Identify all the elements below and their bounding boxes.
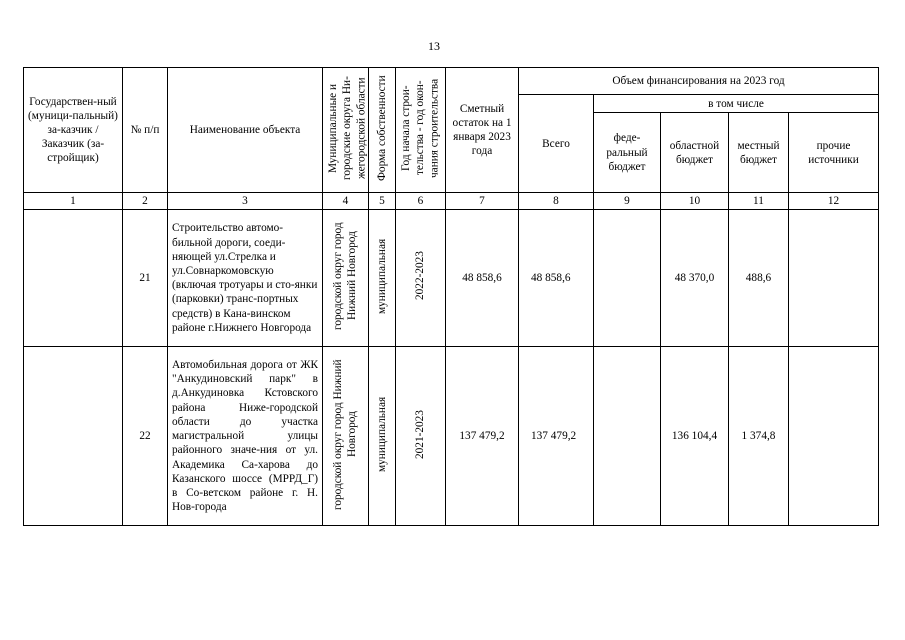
row-local: 1 374,8	[729, 347, 789, 526]
header-other: прочие источники	[789, 113, 879, 193]
header-financing-title: Объем финансирования на 2023 год	[519, 68, 879, 95]
row-ownership-cell	[369, 347, 396, 526]
table-row	[24, 347, 879, 526]
row-estimated-balance: 137 479,2	[446, 347, 519, 526]
header-municipality-cell	[323, 68, 369, 193]
column-numbers-row	[24, 193, 879, 210]
column-number: 6	[396, 193, 446, 210]
row-total: 48 858,6	[519, 210, 594, 347]
header-local: местный бюджет	[729, 113, 789, 193]
row-customer	[24, 210, 123, 347]
header-customer: Государствен-ный (муници-пальный) за-казчик / Заказчик (за-стройщик)	[24, 68, 123, 193]
column-number: 8	[519, 193, 594, 210]
header-including: в том числе	[594, 95, 879, 113]
table-row	[24, 210, 879, 347]
header-municipality: Муниципальные и городские округа Ни-жегородской области	[327, 76, 368, 180]
row-num: 21	[123, 210, 168, 347]
header-total: Всего	[519, 95, 594, 193]
column-number: 9	[594, 193, 661, 210]
row-regional: 136 104,4	[661, 347, 729, 526]
row-ownership-cell	[369, 210, 396, 347]
column-number: 11	[729, 193, 789, 210]
row-municipality-cell	[323, 210, 369, 347]
header-object-name: Наименование объекта	[168, 68, 323, 193]
header-regional: областной бюджет	[661, 113, 729, 193]
column-number: 5	[369, 193, 396, 210]
financing-table	[23, 67, 879, 526]
column-number: 12	[789, 193, 879, 210]
header-estimated-balance: Сметный остаток на 1 января 2023 года	[446, 68, 519, 193]
row-years: 2022-2023	[414, 251, 427, 301]
column-number: 4	[323, 193, 369, 210]
row-years-cell	[396, 210, 446, 347]
row-years: 2021-2023	[414, 409, 427, 459]
column-number: 7	[446, 193, 519, 210]
header-years-cell	[396, 68, 446, 193]
row-municipality-cell	[323, 347, 369, 526]
row-other	[789, 210, 879, 347]
row-years-cell	[396, 347, 446, 526]
row-customer	[24, 347, 123, 526]
column-number: 2	[123, 193, 168, 210]
row-regional: 48 370,0	[661, 210, 729, 347]
row-other	[789, 347, 879, 526]
header-federal: феде-ральный бюджет	[594, 113, 661, 193]
column-number: 10	[661, 193, 729, 210]
row-ownership: муниципальная	[375, 238, 388, 314]
row-municipality: городской округ город Нижний Новгород	[332, 358, 359, 510]
header-num: № п/п	[123, 68, 168, 193]
row-object-name: Строительство автомо-бильной дороги, соеди-няющей ул.Стрелка и ул.Совнаркомовскую (включая тротуары и сто-янки (парковки) транс-портных средств) в Кана-винском районе г.Нижнего Новгорода	[168, 210, 323, 347]
header-years: Год начала строи-тельства - год окон-чания строительства	[400, 78, 441, 178]
row-total: 137 479,2	[519, 347, 594, 526]
row-municipality: городской округ город Нижний Новгород	[332, 222, 359, 330]
header-row-1	[24, 68, 879, 95]
page-number: 13	[428, 39, 440, 53]
row-object-name: Автомобильная дорога от ЖК "Анкудиновский парк" в д.Анкудиновка Кстовского района Ниже-городской области до участка магистральной улицы районного значе-ния от ул. Академика Са-харова до Казанского шоссе (МРРД_Г) в Со-ветском районе г. Н. Нов-города	[168, 347, 323, 526]
column-number: 1	[24, 193, 123, 210]
header-ownership: Форма собственности	[375, 75, 388, 181]
row-ownership: муниципальная	[375, 396, 388, 472]
row-estimated-balance: 48 858,6	[446, 210, 519, 347]
row-num: 22	[123, 347, 168, 526]
row-local: 488,6	[729, 210, 789, 347]
row-federal	[594, 347, 661, 526]
header-ownership-cell	[369, 68, 396, 193]
row-federal	[594, 210, 661, 347]
column-number: 3	[168, 193, 323, 210]
